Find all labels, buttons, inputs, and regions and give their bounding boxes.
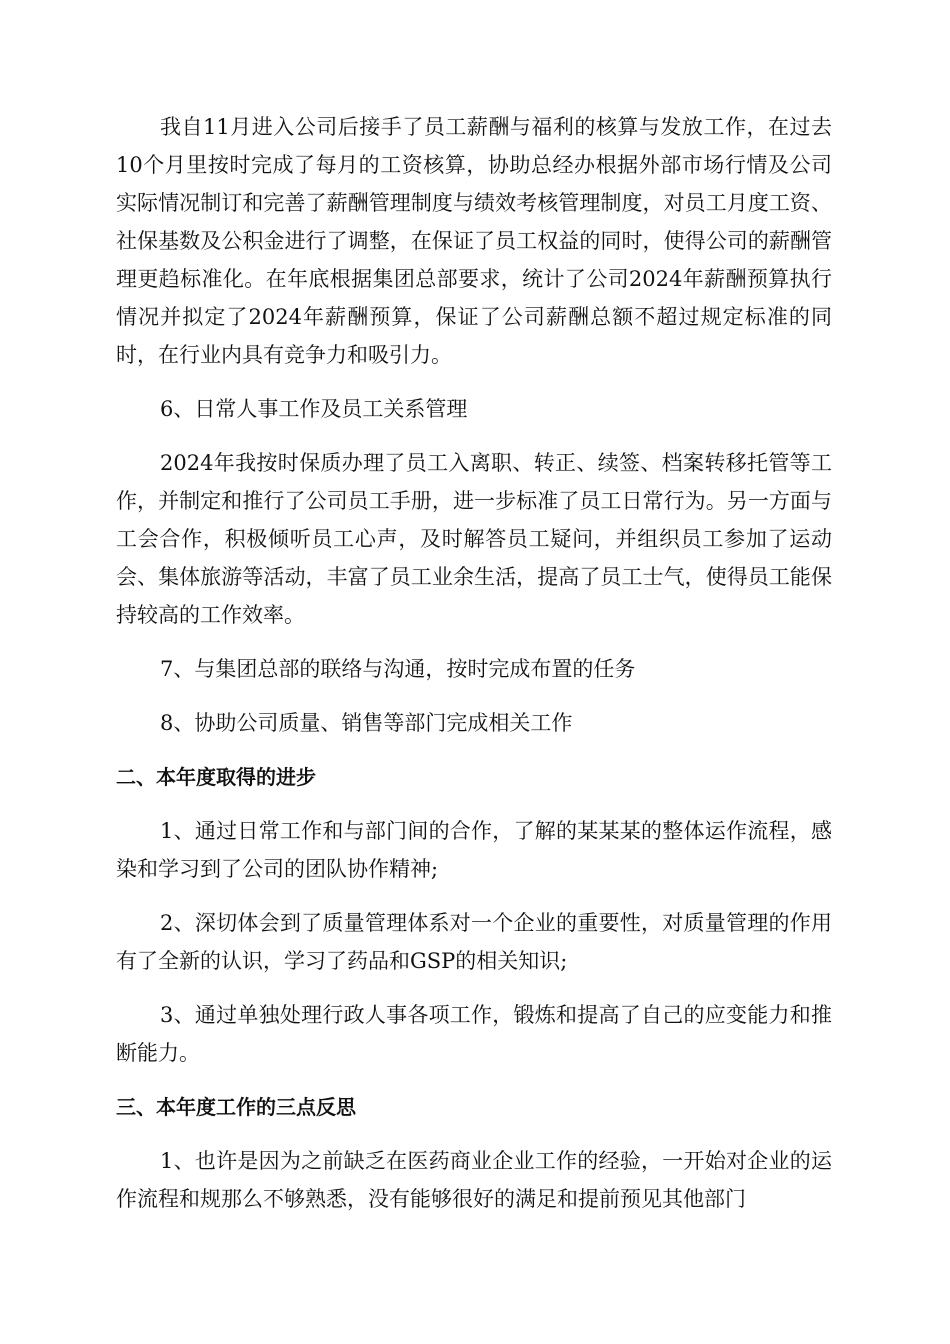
list-item-7: 7、与集团总部的联络与沟通，按时完成布置的任务: [160, 657, 636, 681]
reflection-item-1: 1、也许是因为之前缺乏在医药商业企业工作的经验，一开始对企业的运作流程和规那么不够熟悉，没有能够很好的满足和提前预见其他部门: [116, 1149, 832, 1211]
list-item-8: 8、协助公司质量、销售等部门完成相关工作: [160, 711, 573, 735]
section-heading-reflection: 三、本年度工作的三点反思: [116, 1095, 356, 1119]
progress-item-2: 2、深切体会到了质量管理体系对一个企业的重要性，对质量管理的作用有了全新的认识，学习了药品和GSP的相关知识;: [116, 911, 832, 973]
progress-item-1: 1、通过日常工作和与部门间的合作，了解的某某某的整体运作流程，感染和学习到了公司的团队协作精神;: [116, 819, 832, 881]
paragraph-salary-work: 我自11月进入公司后接手了员工薪酬与福利的核算与发放工作，在过去10个月里按时完成了每月的工资核算，协助总经办根据外部市场行情及公司实际情况制订和完善了薪酬管理制度与绩效考核管理制度，对员工月度工资、社保基数及公积金进行了调整，在保证了员工权益的同时，使得公司的薪酬管理更趋标准化。在年底根据集团总部要求，统计了公司2024年薪酬预算执行情况并拟定了2024年薪酬预算，保证了公司薪酬总额不超过规定标准的同时，在行业内具有竞争力和吸引力。: [116, 115, 832, 367]
progress-item-3: 3、通过单独处理行政人事各项工作，锻炼和提高了自己的应变能力和推断能力。: [116, 1003, 832, 1065]
section-heading-progress: 二、本年度取得的进步: [116, 765, 316, 789]
paragraph-hr-work: 2024年我按时保质办理了员工入离职、转正、续签、档案转移托管等工作，并制定和推行了公司员工手册，进一步标准了员工日常行为。另一方面与工会合作，积极倾听员工心声，及时解答员工疑问，并组织员工参加了运动会、集体旅游等活动，丰富了员工业余生活，提高了员工士气，使得员工能保持较高的工作效率。: [116, 451, 832, 627]
document-page: [116, 108, 832, 1234]
list-item-6: 6、日常人事工作及员工关系管理: [160, 397, 468, 421]
